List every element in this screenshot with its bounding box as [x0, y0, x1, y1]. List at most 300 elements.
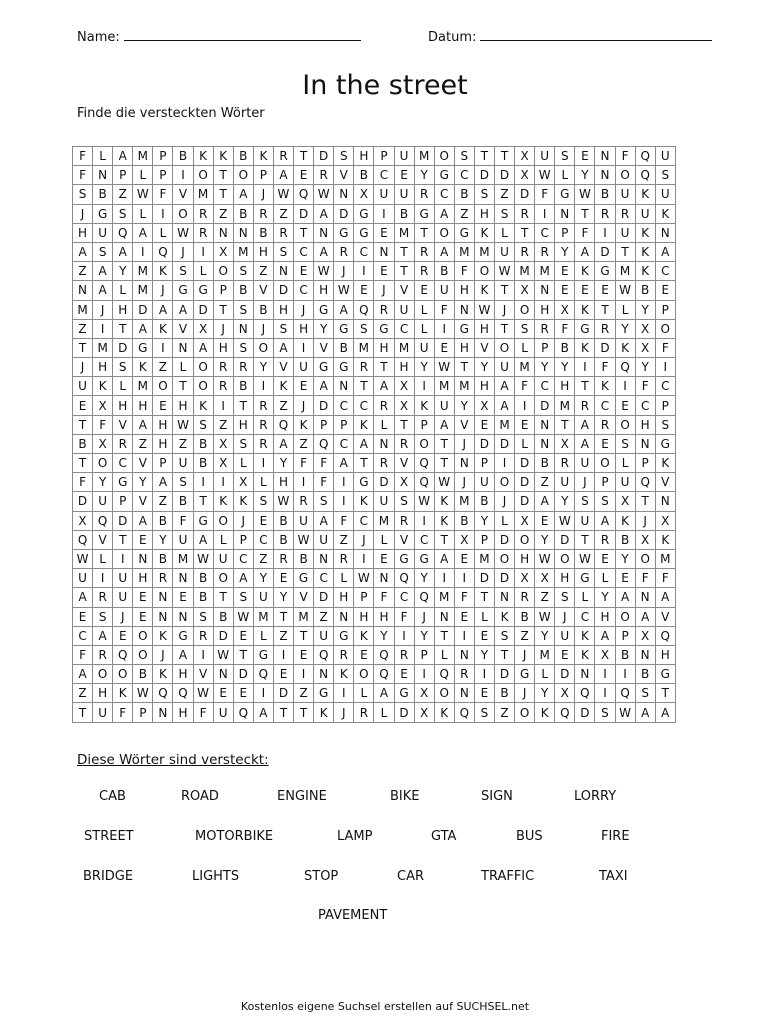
grid-cell[interactable]: O: [595, 454, 615, 473]
grid-cell[interactable]: K: [153, 665, 173, 684]
grid-cell[interactable]: A: [113, 242, 133, 261]
grid-cell[interactable]: K: [334, 665, 354, 684]
grid-cell[interactable]: O: [474, 262, 494, 281]
grid-cell[interactable]: A: [273, 338, 293, 357]
grid-cell[interactable]: U: [173, 454, 193, 473]
grid-cell[interactable]: Y: [113, 262, 133, 281]
grid-cell[interactable]: R: [294, 492, 314, 511]
grid-cell[interactable]: Y: [474, 511, 494, 530]
grid-cell[interactable]: E: [555, 645, 575, 664]
grid-cell[interactable]: I: [213, 473, 233, 492]
grid-cell[interactable]: L: [173, 358, 193, 377]
grid-cell[interactable]: T: [374, 358, 394, 377]
grid-cell[interactable]: F: [655, 338, 675, 357]
grid-cell[interactable]: L: [374, 415, 394, 434]
grid-cell[interactable]: E: [273, 665, 293, 684]
grid-cell[interactable]: E: [133, 588, 153, 607]
grid-cell[interactable]: G: [354, 204, 374, 223]
grid-cell[interactable]: T: [595, 300, 615, 319]
grid-cell[interactable]: P: [233, 530, 253, 549]
grid-cell[interactable]: J: [494, 492, 514, 511]
grid-cell[interactable]: K: [635, 185, 655, 204]
grid-cell[interactable]: Q: [575, 684, 595, 703]
grid-cell[interactable]: O: [515, 703, 535, 722]
grid-cell[interactable]: A: [133, 223, 153, 242]
grid-cell[interactable]: O: [515, 300, 535, 319]
grid-cell[interactable]: T: [273, 703, 293, 722]
grid-cell[interactable]: Y: [474, 358, 494, 377]
grid-cell[interactable]: S: [93, 242, 113, 261]
grid-cell[interactable]: U: [374, 492, 394, 511]
grid-cell[interactable]: E: [454, 607, 474, 626]
grid-cell[interactable]: E: [394, 665, 414, 684]
grid-cell[interactable]: U: [73, 569, 93, 588]
grid-cell[interactable]: R: [374, 300, 394, 319]
grid-cell[interactable]: Z: [515, 626, 535, 645]
grid-cell[interactable]: K: [655, 454, 675, 473]
grid-cell[interactable]: U: [394, 185, 414, 204]
grid-cell[interactable]: Y: [273, 454, 293, 473]
grid-cell[interactable]: T: [233, 396, 253, 415]
grid-cell[interactable]: T: [434, 454, 454, 473]
grid-cell[interactable]: Z: [253, 549, 273, 568]
grid-cell[interactable]: A: [93, 281, 113, 300]
grid-cell[interactable]: T: [73, 703, 93, 722]
grid-cell[interactable]: M: [454, 377, 474, 396]
grid-cell[interactable]: Z: [314, 607, 334, 626]
grid-cell[interactable]: Q: [173, 684, 193, 703]
grid-cell[interactable]: X: [73, 511, 93, 530]
grid-cell[interactable]: B: [334, 338, 354, 357]
grid-cell[interactable]: O: [193, 166, 213, 185]
grid-cell[interactable]: N: [595, 147, 615, 166]
grid-cell[interactable]: N: [635, 434, 655, 453]
grid-cell[interactable]: F: [655, 569, 675, 588]
grid-cell[interactable]: J: [354, 530, 374, 549]
grid-cell[interactable]: G: [334, 358, 354, 377]
grid-cell[interactable]: J: [334, 703, 354, 722]
grid-cell[interactable]: M: [294, 607, 314, 626]
grid-cell[interactable]: M: [133, 262, 153, 281]
grid-cell[interactable]: N: [494, 588, 514, 607]
grid-cell[interactable]: N: [213, 665, 233, 684]
grid-cell[interactable]: B: [153, 511, 173, 530]
grid-cell[interactable]: H: [273, 300, 293, 319]
grid-cell[interactable]: R: [153, 569, 173, 588]
grid-cell[interactable]: A: [615, 588, 635, 607]
grid-cell[interactable]: G: [555, 185, 575, 204]
grid-cell[interactable]: R: [334, 645, 354, 664]
grid-cell[interactable]: Z: [153, 492, 173, 511]
grid-cell[interactable]: G: [575, 569, 595, 588]
grid-cell[interactable]: H: [294, 319, 314, 338]
grid-cell[interactable]: C: [454, 166, 474, 185]
grid-cell[interactable]: P: [535, 338, 555, 357]
grid-cell[interactable]: L: [93, 549, 113, 568]
grid-cell[interactable]: E: [253, 511, 273, 530]
grid-cell[interactable]: O: [515, 530, 535, 549]
grid-cell[interactable]: M: [494, 415, 514, 434]
grid-cell[interactable]: H: [374, 607, 394, 626]
grid-cell[interactable]: S: [273, 242, 293, 261]
grid-cell[interactable]: Y: [253, 358, 273, 377]
grid-cell[interactable]: N: [73, 281, 93, 300]
grid-cell[interactable]: B: [394, 204, 414, 223]
grid-cell[interactable]: X: [193, 319, 213, 338]
grid-cell[interactable]: N: [374, 569, 394, 588]
grid-cell[interactable]: A: [73, 242, 93, 261]
grid-cell[interactable]: L: [535, 665, 555, 684]
grid-cell[interactable]: A: [575, 434, 595, 453]
grid-cell[interactable]: G: [454, 223, 474, 242]
grid-cell[interactable]: V: [253, 281, 273, 300]
grid-cell[interactable]: O: [213, 569, 233, 588]
grid-cell[interactable]: A: [434, 242, 454, 261]
grid-cell[interactable]: K: [213, 147, 233, 166]
grid-cell[interactable]: S: [655, 415, 675, 434]
grid-cell[interactable]: C: [334, 434, 354, 453]
grid-cell[interactable]: M: [535, 262, 555, 281]
grid-cell[interactable]: B: [93, 185, 113, 204]
grid-cell[interactable]: T: [113, 530, 133, 549]
grid-cell[interactable]: N: [334, 607, 354, 626]
name-line[interactable]: [124, 28, 361, 41]
grid-cell[interactable]: Y: [615, 319, 635, 338]
grid-cell[interactable]: G: [575, 319, 595, 338]
grid-cell[interactable]: O: [615, 166, 635, 185]
grid-cell[interactable]: I: [414, 665, 434, 684]
grid-cell[interactable]: Y: [535, 684, 555, 703]
grid-cell[interactable]: H: [555, 377, 575, 396]
grid-cell[interactable]: T: [555, 415, 575, 434]
grid-cell[interactable]: E: [515, 415, 535, 434]
grid-cell[interactable]: N: [454, 645, 474, 664]
grid-cell[interactable]: R: [555, 454, 575, 473]
grid-cell[interactable]: E: [294, 645, 314, 664]
grid-cell[interactable]: Q: [273, 415, 293, 434]
grid-cell[interactable]: Y: [555, 358, 575, 377]
grid-cell[interactable]: L: [213, 530, 233, 549]
grid-cell[interactable]: C: [535, 377, 555, 396]
grid-cell[interactable]: Z: [73, 684, 93, 703]
grid-cell[interactable]: R: [454, 665, 474, 684]
grid-cell[interactable]: X: [414, 684, 434, 703]
grid-cell[interactable]: J: [153, 281, 173, 300]
grid-cell[interactable]: O: [354, 665, 374, 684]
grid-cell[interactable]: R: [193, 626, 213, 645]
grid-cell[interactable]: F: [314, 473, 334, 492]
grid-cell[interactable]: U: [615, 223, 635, 242]
grid-cell[interactable]: W: [575, 185, 595, 204]
grid-cell[interactable]: O: [555, 549, 575, 568]
grid-cell[interactable]: O: [133, 645, 153, 664]
grid-cell[interactable]: S: [555, 588, 575, 607]
grid-cell[interactable]: I: [294, 665, 314, 684]
grid-cell[interactable]: X: [93, 434, 113, 453]
grid-cell[interactable]: F: [434, 300, 454, 319]
grid-cell[interactable]: T: [494, 281, 514, 300]
grid-cell[interactable]: W: [73, 549, 93, 568]
grid-cell[interactable]: N: [173, 607, 193, 626]
grid-cell[interactable]: A: [595, 626, 615, 645]
grid-cell[interactable]: Q: [394, 569, 414, 588]
grid-cell[interactable]: I: [515, 396, 535, 415]
grid-cell[interactable]: T: [173, 377, 193, 396]
grid-cell[interactable]: D: [193, 300, 213, 319]
grid-cell[interactable]: Y: [414, 569, 434, 588]
grid-cell[interactable]: B: [494, 684, 514, 703]
grid-cell[interactable]: F: [394, 607, 414, 626]
grid-cell[interactable]: P: [635, 454, 655, 473]
grid-cell[interactable]: A: [314, 204, 334, 223]
grid-cell[interactable]: E: [615, 396, 635, 415]
grid-cell[interactable]: K: [133, 358, 153, 377]
grid-cell[interactable]: T: [474, 147, 494, 166]
grid-cell[interactable]: Q: [153, 684, 173, 703]
grid-cell[interactable]: Z: [113, 185, 133, 204]
grid-cell[interactable]: S: [555, 147, 575, 166]
grid-cell[interactable]: X: [635, 319, 655, 338]
grid-cell[interactable]: W: [615, 703, 635, 722]
grid-cell[interactable]: F: [575, 223, 595, 242]
grid-cell[interactable]: A: [153, 473, 173, 492]
grid-cell[interactable]: I: [213, 396, 233, 415]
grid-cell[interactable]: I: [575, 358, 595, 377]
grid-cell[interactable]: Y: [414, 626, 434, 645]
grid-cell[interactable]: S: [113, 358, 133, 377]
grid-cell[interactable]: X: [555, 434, 575, 453]
grid-cell[interactable]: P: [615, 626, 635, 645]
grid-cell[interactable]: H: [474, 204, 494, 223]
grid-cell[interactable]: J: [93, 300, 113, 319]
grid-cell[interactable]: P: [133, 703, 153, 722]
grid-cell[interactable]: T: [394, 242, 414, 261]
grid-cell[interactable]: I: [253, 377, 273, 396]
grid-cell[interactable]: V: [93, 530, 113, 549]
grid-cell[interactable]: S: [233, 588, 253, 607]
grid-cell[interactable]: K: [575, 645, 595, 664]
grid-cell[interactable]: G: [374, 319, 394, 338]
grid-cell[interactable]: L: [93, 147, 113, 166]
grid-cell[interactable]: B: [233, 147, 253, 166]
grid-cell[interactable]: L: [615, 300, 635, 319]
grid-cell[interactable]: E: [173, 588, 193, 607]
grid-cell[interactable]: L: [414, 300, 434, 319]
grid-cell[interactable]: K: [273, 377, 293, 396]
grid-cell[interactable]: U: [314, 626, 334, 645]
grid-cell[interactable]: M: [133, 377, 153, 396]
grid-cell[interactable]: I: [434, 319, 454, 338]
grid-cell[interactable]: X: [515, 147, 535, 166]
grid-cell[interactable]: K: [635, 242, 655, 261]
grid-cell[interactable]: B: [615, 645, 635, 664]
grid-cell[interactable]: W: [555, 511, 575, 530]
grid-cell[interactable]: W: [133, 684, 153, 703]
grid-cell[interactable]: I: [615, 665, 635, 684]
grid-cell[interactable]: E: [73, 607, 93, 626]
grid-cell[interactable]: R: [535, 319, 555, 338]
grid-cell[interactable]: T: [294, 703, 314, 722]
grid-cell[interactable]: O: [93, 454, 113, 473]
grid-cell[interactable]: Z: [494, 703, 514, 722]
grid-cell[interactable]: C: [394, 588, 414, 607]
grid-cell[interactable]: B: [233, 204, 253, 223]
grid-cell[interactable]: M: [374, 511, 394, 530]
grid-cell[interactable]: I: [93, 319, 113, 338]
grid-cell[interactable]: G: [93, 204, 113, 223]
grid-cell[interactable]: V: [294, 588, 314, 607]
grid-cell[interactable]: D: [474, 434, 494, 453]
grid-cell[interactable]: B: [454, 185, 474, 204]
date-line[interactable]: [480, 28, 712, 41]
grid-cell[interactable]: Z: [494, 185, 514, 204]
grid-cell[interactable]: N: [535, 415, 555, 434]
grid-cell[interactable]: I: [153, 338, 173, 357]
grid-cell[interactable]: A: [133, 511, 153, 530]
grid-cell[interactable]: C: [294, 281, 314, 300]
grid-cell[interactable]: P: [374, 147, 394, 166]
grid-cell[interactable]: N: [153, 588, 173, 607]
grid-cell[interactable]: D: [113, 511, 133, 530]
grid-cell[interactable]: K: [575, 300, 595, 319]
grid-cell[interactable]: L: [153, 223, 173, 242]
grid-cell[interactable]: G: [193, 281, 213, 300]
grid-cell[interactable]: L: [133, 166, 153, 185]
grid-cell[interactable]: H: [233, 415, 253, 434]
grid-cell[interactable]: O: [434, 147, 454, 166]
grid-cell[interactable]: Z: [294, 434, 314, 453]
grid-cell[interactable]: U: [213, 549, 233, 568]
grid-cell[interactable]: N: [233, 319, 253, 338]
grid-cell[interactable]: B: [635, 665, 655, 684]
grid-cell[interactable]: H: [113, 396, 133, 415]
grid-cell[interactable]: Y: [595, 588, 615, 607]
grid-cell[interactable]: Q: [314, 645, 334, 664]
grid-cell[interactable]: H: [213, 338, 233, 357]
grid-cell[interactable]: H: [153, 415, 173, 434]
grid-cell[interactable]: U: [253, 588, 273, 607]
grid-cell[interactable]: W: [575, 549, 595, 568]
grid-cell[interactable]: B: [454, 511, 474, 530]
grid-cell[interactable]: R: [193, 204, 213, 223]
grid-cell[interactable]: F: [454, 588, 474, 607]
grid-cell[interactable]: R: [354, 703, 374, 722]
grid-cell[interactable]: T: [575, 204, 595, 223]
grid-cell[interactable]: W: [494, 262, 514, 281]
grid-cell[interactable]: M: [73, 300, 93, 319]
grid-cell[interactable]: H: [133, 569, 153, 588]
grid-cell[interactable]: X: [615, 492, 635, 511]
grid-cell[interactable]: N: [173, 338, 193, 357]
grid-cell[interactable]: S: [474, 185, 494, 204]
grid-cell[interactable]: P: [655, 396, 675, 415]
grid-cell[interactable]: I: [173, 166, 193, 185]
grid-cell[interactable]: H: [133, 396, 153, 415]
grid-cell[interactable]: Z: [253, 262, 273, 281]
grid-cell[interactable]: X: [555, 684, 575, 703]
grid-cell[interactable]: A: [273, 434, 293, 453]
grid-cell[interactable]: M: [434, 588, 454, 607]
grid-cell[interactable]: K: [655, 530, 675, 549]
grid-cell[interactable]: S: [454, 147, 474, 166]
grid-cell[interactable]: R: [113, 434, 133, 453]
grid-cell[interactable]: B: [173, 147, 193, 166]
grid-cell[interactable]: Q: [294, 185, 314, 204]
grid-cell[interactable]: F: [73, 166, 93, 185]
grid-cell[interactable]: R: [354, 358, 374, 377]
grid-cell[interactable]: H: [535, 300, 555, 319]
grid-cell[interactable]: D: [494, 530, 514, 549]
grid-cell[interactable]: R: [253, 204, 273, 223]
grid-cell[interactable]: L: [354, 684, 374, 703]
grid-cell[interactable]: T: [354, 377, 374, 396]
grid-cell[interactable]: B: [253, 300, 273, 319]
grid-cell[interactable]: X: [213, 434, 233, 453]
grid-cell[interactable]: N: [334, 185, 354, 204]
grid-cell[interactable]: Y: [314, 319, 334, 338]
grid-cell[interactable]: Y: [253, 569, 273, 588]
grid-cell[interactable]: I: [494, 454, 514, 473]
grid-cell[interactable]: U: [655, 147, 675, 166]
grid-cell[interactable]: H: [374, 338, 394, 357]
grid-cell[interactable]: W: [314, 185, 334, 204]
grid-cell[interactable]: K: [193, 147, 213, 166]
grid-cell[interactable]: R: [213, 358, 233, 377]
grid-cell[interactable]: A: [494, 396, 514, 415]
grid-cell[interactable]: C: [635, 396, 655, 415]
grid-cell[interactable]: H: [474, 319, 494, 338]
grid-cell[interactable]: O: [193, 377, 213, 396]
grid-cell[interactable]: Y: [414, 166, 434, 185]
grid-cell[interactable]: B: [193, 569, 213, 588]
grid-cell[interactable]: A: [173, 300, 193, 319]
grid-cell[interactable]: S: [233, 434, 253, 453]
grid-cell[interactable]: U: [575, 454, 595, 473]
grid-cell[interactable]: E: [454, 549, 474, 568]
grid-cell[interactable]: J: [73, 358, 93, 377]
grid-cell[interactable]: U: [394, 300, 414, 319]
grid-cell[interactable]: H: [394, 358, 414, 377]
grid-cell[interactable]: O: [173, 204, 193, 223]
grid-cell[interactable]: L: [474, 607, 494, 626]
grid-cell[interactable]: E: [434, 338, 454, 357]
grid-cell[interactable]: Q: [615, 358, 635, 377]
grid-cell[interactable]: C: [535, 223, 555, 242]
grid-cell[interactable]: G: [595, 262, 615, 281]
grid-cell[interactable]: Q: [73, 530, 93, 549]
grid-cell[interactable]: J: [374, 281, 394, 300]
grid-cell[interactable]: E: [655, 281, 675, 300]
grid-cell[interactable]: G: [414, 204, 434, 223]
grid-cell[interactable]: D: [474, 569, 494, 588]
grid-cell[interactable]: E: [374, 223, 394, 242]
grid-cell[interactable]: A: [635, 607, 655, 626]
grid-cell[interactable]: G: [334, 319, 354, 338]
grid-cell[interactable]: O: [615, 607, 635, 626]
grid-cell[interactable]: S: [314, 492, 334, 511]
grid-cell[interactable]: I: [595, 223, 615, 242]
grid-cell[interactable]: S: [233, 300, 253, 319]
grid-cell[interactable]: B: [193, 588, 213, 607]
grid-cell[interactable]: X: [233, 473, 253, 492]
grid-cell[interactable]: S: [253, 492, 273, 511]
grid-cell[interactable]: X: [354, 185, 374, 204]
grid-cell[interactable]: K: [153, 626, 173, 645]
grid-cell[interactable]: N: [173, 569, 193, 588]
grid-cell[interactable]: R: [595, 319, 615, 338]
grid-cell[interactable]: K: [635, 223, 655, 242]
grid-cell[interactable]: R: [334, 549, 354, 568]
